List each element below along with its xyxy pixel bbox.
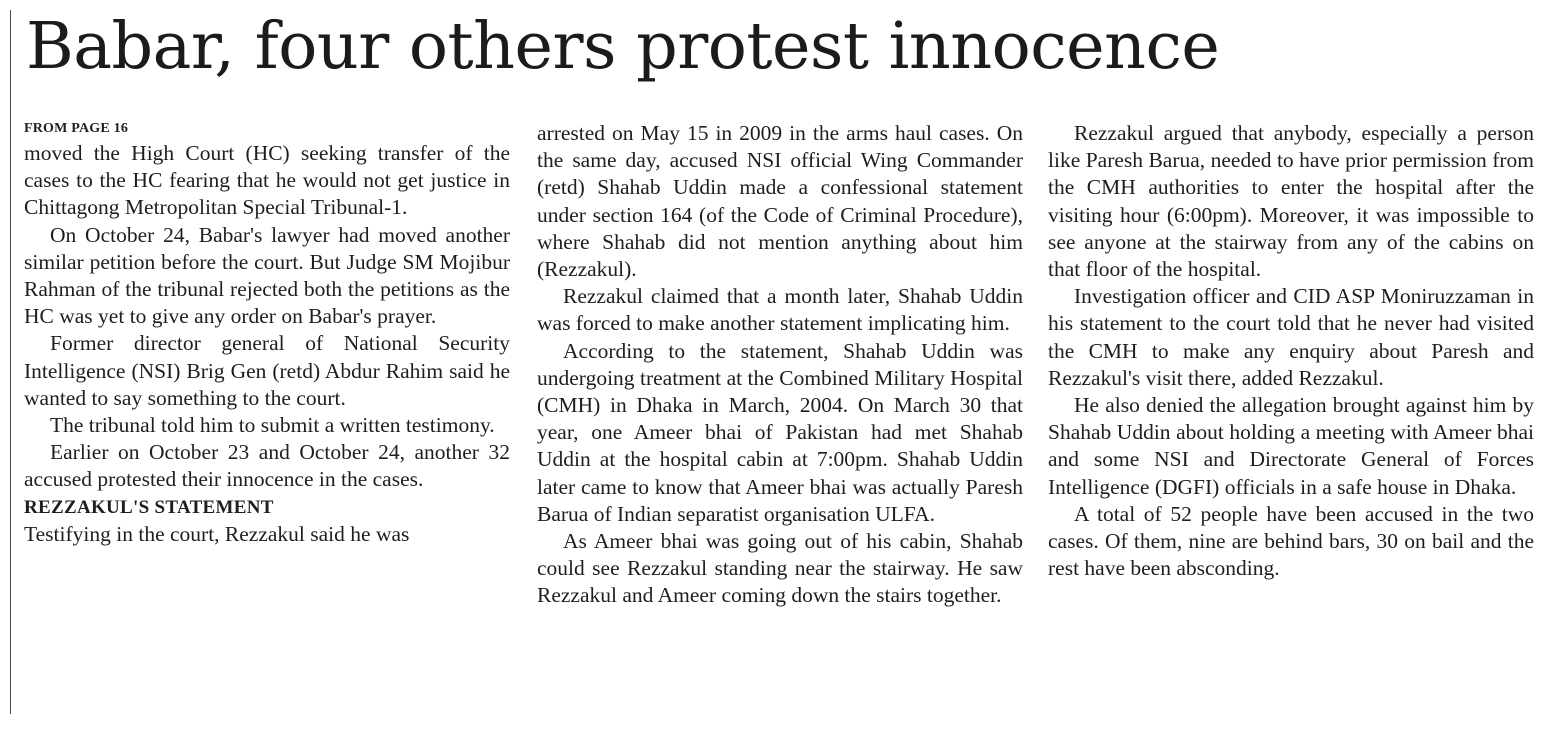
column-1-paragraph-3: Former director general of National Security Intelligence (NSI) Brig Gen (retd) Abdur Rahim said he wanted to say something to the court.: [24, 331, 510, 410]
column-2-paragraph-4: As Ameer bhai was going out of his cabin, Shahab could see Rezzakul standing near the stairway. He saw Rezzakul and Ameer coming down the stairs together.: [537, 529, 1023, 608]
jump-line: FROM PAGE 16: [24, 121, 129, 136]
left-column-rule: [10, 10, 11, 714]
column-2-paragraph-2: Rezzakul claimed that a month later, Shahab Uddin was forced to make another statement implicating him.: [537, 284, 1023, 336]
column-3-paragraph-1: Rezzakul argued that anybody, especially a person like Paresh Barua, needed to have prior permission from the CMH authorities to enter the hospital after the visiting hour (6:00pm). Moreover, it was impossible to see anyone at the stairway from any of the cabins on that floor of the hospital.: [1048, 121, 1534, 282]
column-1-paragraph-2: On October 24, Babar's lawyer had moved another similar petition before the court. But Judge SM Mojibur Rahman of the tribunal rejected both the petitions as the HC was yet to give any order on Babar's prayer.: [24, 222, 510, 329]
column-2-paragraph-1: arrested on May 15 in 2009 in the arms haul cases. On the same day, accused NSI official Wing Commander (retd) Shahab Uddin made a confessional statement under section 164 (of the Code of Criminal Procedure), where Shahab did not mention anything about him (Rezzakul).: [537, 121, 1023, 282]
column-3-paragraph-2: Investigation officer and CID ASP Moniruzzaman in his statement to the court told that he never had visited the CMH to make any enquiry about Paresh and Rezzakul's visit there, added Rezzakul.: [1048, 284, 1534, 390]
column-1-paragraph-4: The tribunal told him to submit a written testimony.: [50, 413, 495, 438]
headline: Babar, four others protest innocence: [26, 9, 1220, 84]
column-1-paragraph-1: moved the High Court (HC) seeking transfer of the cases to the HC fearing that he would not get justice in Chittagong Metropolitan Special Tribunal-1.: [24, 141, 510, 220]
column-1-paragraph-6: Testifying in the court, Rezzakul said he was: [24, 521, 410, 546]
article-column-2: [537, 120, 1023, 610]
article-column-1: [24, 118, 510, 548]
column-3-paragraph-4: A total of 52 people have been accused in the two cases. Of them, nine are behind bars, 30 on bail and the rest have been absconding.: [1048, 501, 1534, 581]
article-column-3: [1048, 120, 1534, 582]
section-subhead: REZZAKUL'S STATEMENT: [24, 496, 274, 518]
column-1-paragraph-5: Earlier on October 23 and October 24, another 32 accused protested their innocence in the cases.: [24, 440, 510, 492]
column-3-paragraph-3: He also denied the allegation brought against him by Shahab Uddin about holding a meeting with Ameer bhai and some NSI and Directorate General of Forces Intelligence (DGFI) officials in a safe house in Dhaka.: [1048, 393, 1534, 499]
column-2-paragraph-3: According to the statement, Shahab Uddin was undergoing treatment at the Combined Military Hospital (CMH) in Dhaka in March, 2004. On March 30 that year, one Ameer bhai of Pakistan had met Shahab Uddin at the hospital cabin at 7:00pm. Shahab Uddin later came to know that Ameer bhai was actually Paresh Barua of Indian separatist organisation ULFA.: [537, 338, 1023, 526]
